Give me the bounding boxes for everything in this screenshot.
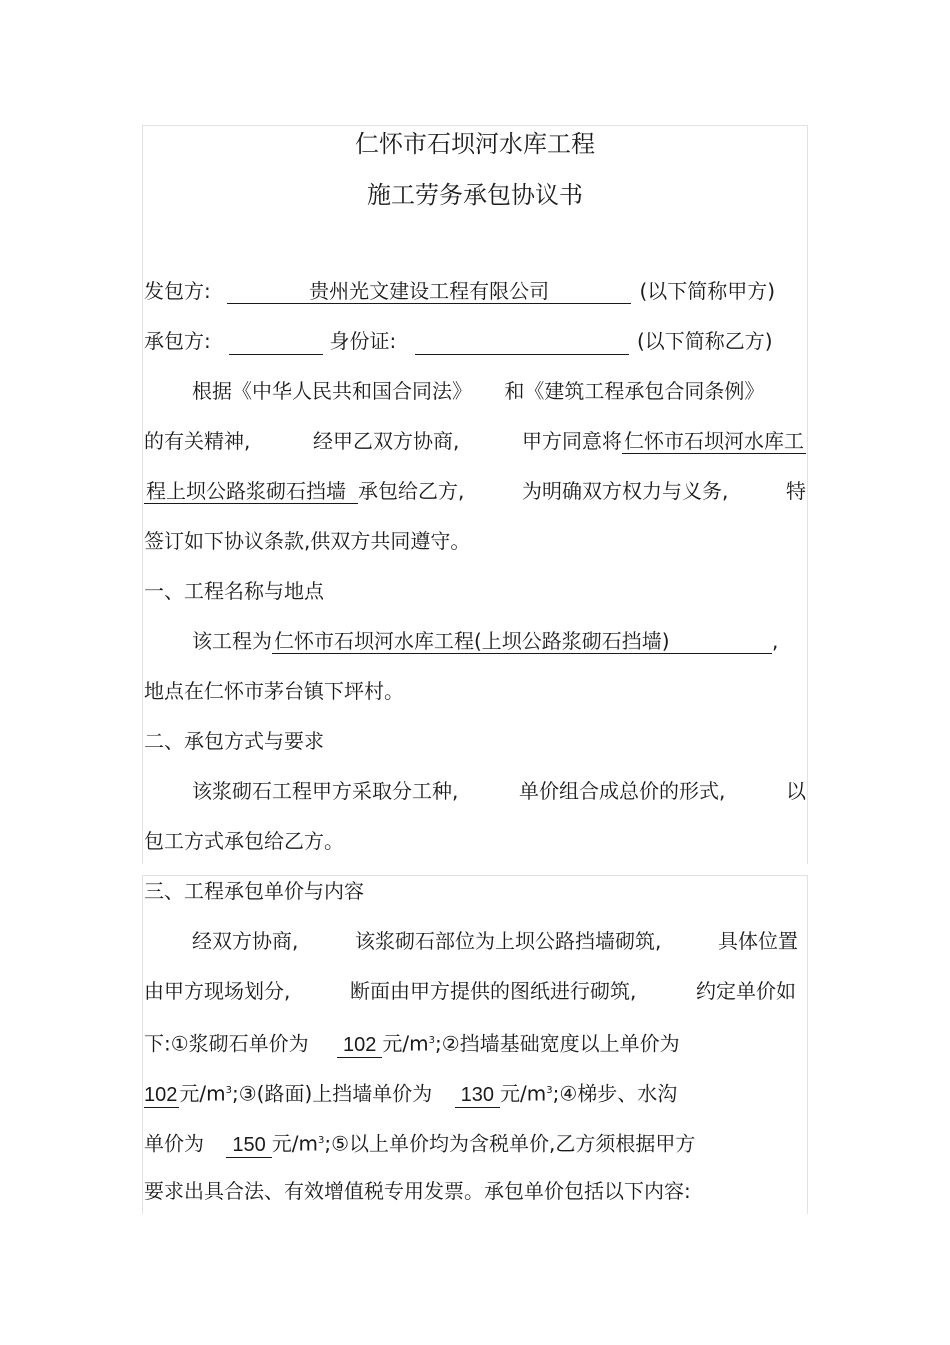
project-full-name: 仁怀市石坝河水库工程(上坝公路浆砌石挡墙) — [272, 629, 772, 654]
price-masonry: 102 — [337, 1033, 382, 1058]
intro-line-2: 的有关精神, 经甲乙双方协商, 甲方同意将 仁怀市石坝河水库工 — [144, 429, 804, 453]
project-name-underline: 仁怀市石坝河水库工 — [624, 429, 804, 453]
section-3-line-4: 102 元$/m^3;③$(路面)上挡墙单价为 130 元$/m^3;④$梯步、水沟 — [144, 1081, 678, 1106]
section-3-line-3: 下:①浆砌石单价为 102 元$/m^3;②$挡墙基础宽度以上单价为 — [144, 1031, 680, 1056]
price-steps-ditch: 150 — [226, 1133, 271, 1158]
document-title: 仁怀市石坝河水库工程 — [355, 130, 595, 158]
section-1-text: 该工程为 仁怀市石坝河水库工程(上坝公路浆砌石挡墙) , — [192, 629, 779, 653]
contractor-line: 承包方: 身份证: (以下简称乙方) — [144, 329, 773, 353]
section-1-location: 地点在仁怀市茅台镇下坪村。 — [144, 679, 404, 703]
document-subtitle: 施工劳务承包协议书 — [367, 181, 583, 209]
employer-name: 贵州光文建设工程有限公司 — [227, 279, 631, 304]
section-3-heading: 三、工程承包单价与内容 — [144, 879, 364, 903]
section-3-line-5: 单价为 150 元$/m^3;⑤$以上单价均为含税单价,乙方须根据甲方 — [144, 1131, 696, 1156]
section-3-line-6: 要求出具合法、有效增值税专用发票。承包单价包括以下内容: — [144, 1179, 691, 1203]
employer-line: 发包方: 贵州光文建设工程有限公司 (以下简称甲方) — [144, 279, 776, 303]
section-1-heading: 一、工程名称与地点 — [144, 579, 324, 603]
section-2-line-1: 该浆砌石工程甲方采取分工种, 单价组合成总价的形式, 以 — [192, 779, 806, 803]
intro-line-4: 签订如下协议条款,供双方共同遵守。 — [144, 529, 471, 553]
intro-line-3: 程上坝公路浆砌石挡墙 承包给乙方, 为明确双方权力与义务, 特 — [146, 479, 806, 503]
price-foundation: 102 — [144, 1083, 178, 1106]
price-road-wall: 130 — [455, 1083, 500, 1108]
id-number-blank — [415, 332, 629, 355]
contractor-name-blank — [229, 332, 323, 355]
section-2-heading: 二、承包方式与要求 — [144, 729, 324, 753]
intro-line-1: 根据《中华人民共和国合同法》 和《建筑工程承包合同条例》 — [192, 379, 765, 403]
section-3-line-1: 经双方协商, 该浆砌石部位为上坝公路挡墙砌筑, 具体位置 — [192, 929, 798, 953]
section-2-line-2: 包工方式承包给乙方。 — [144, 829, 344, 853]
section-3-line-2: 由甲方现场划分, 断面由甲方提供的图纸进行砌筑, 约定单价如 — [144, 979, 796, 1003]
